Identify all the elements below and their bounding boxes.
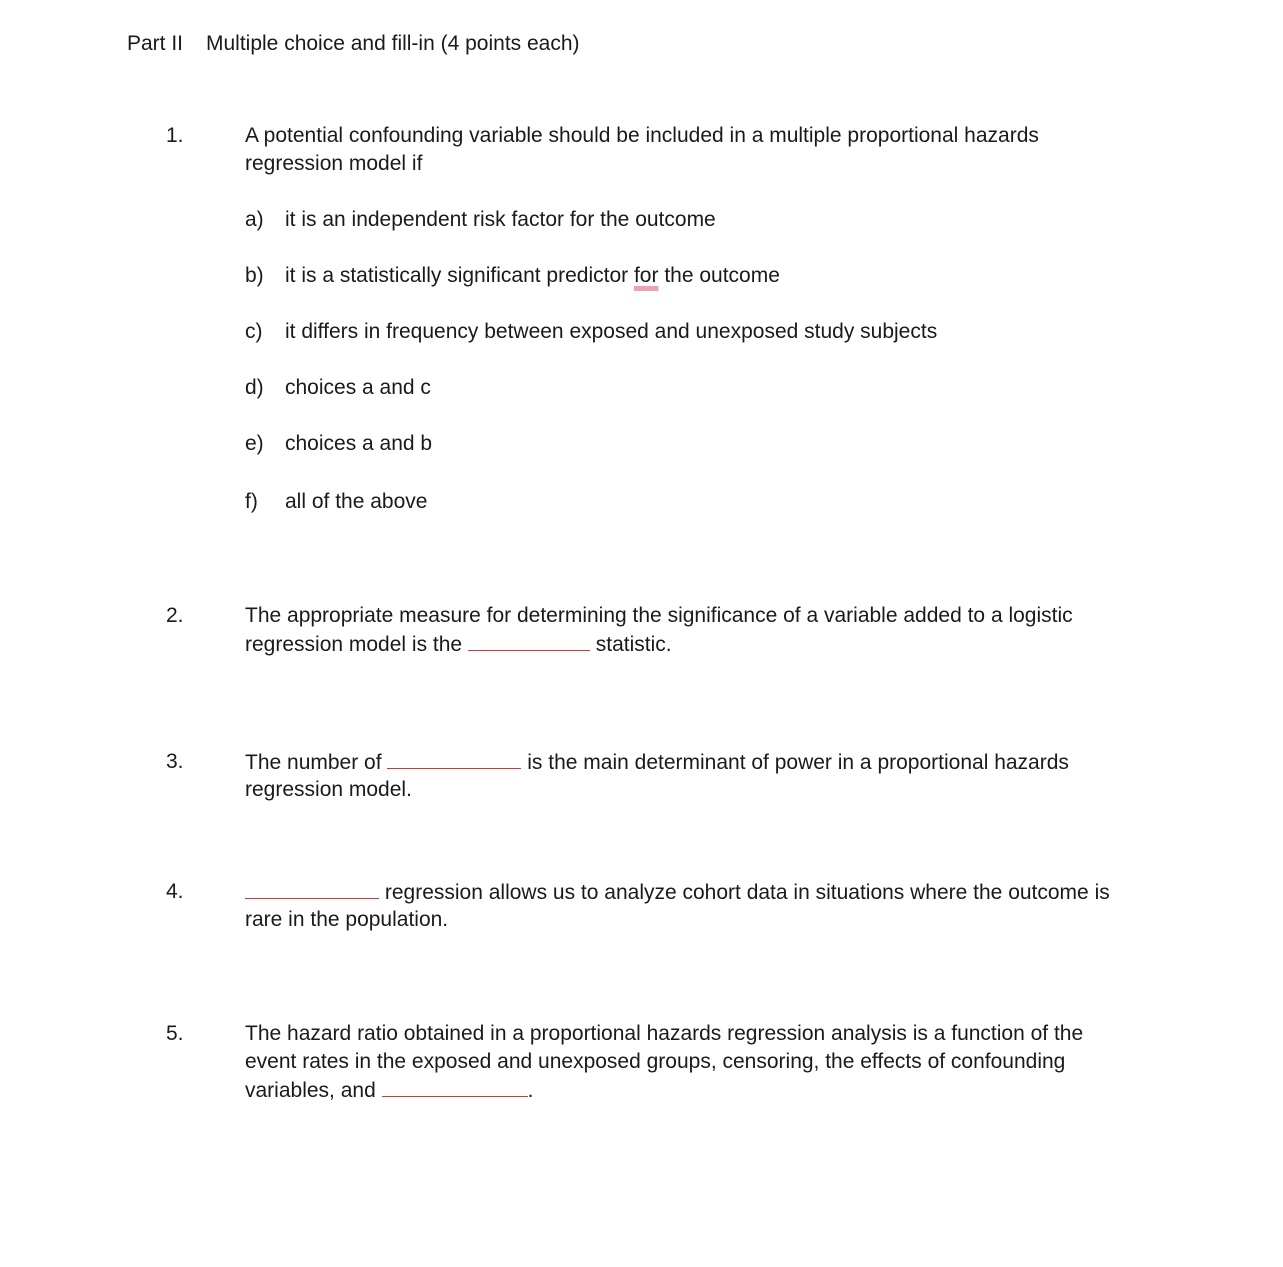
spelling-flag: for	[633, 264, 659, 287]
choice-letter-d: d)	[245, 376, 264, 399]
question-text-line: The hazard ratio obtained in a proportional hazards regression analysis is a function of the	[245, 1022, 1084, 1045]
choice-letter-e: e)	[245, 432, 264, 455]
choice-text-f: all of the above	[285, 490, 428, 513]
part-title: Multiple choice and fill-in (4 points each)	[206, 32, 580, 55]
choice-letter-f: f)	[245, 490, 258, 513]
answer-blank[interactable]	[382, 1076, 528, 1097]
question-number: 1.	[166, 124, 184, 147]
choice-text-a: it is an independent risk factor for the outcome	[285, 208, 716, 231]
question-text-line	[245, 748, 1069, 777]
question-text-line: A potential confounding variable should be included in a multiple proportional hazards	[245, 124, 1039, 147]
answer-blank[interactable]	[387, 748, 521, 769]
choice-letter-a: a)	[245, 208, 264, 231]
choice-letter-b: b)	[245, 264, 264, 287]
question-number: 2.	[166, 604, 184, 627]
question-number: 3.	[166, 750, 184, 773]
choice-text-e: choices a and b	[285, 432, 433, 455]
part-label: Part II	[127, 32, 184, 55]
choice-text-d: choices a and c	[285, 376, 431, 399]
question-text-line	[245, 878, 1110, 907]
question-number: 4.	[166, 880, 184, 903]
answer-blank[interactable]	[245, 878, 379, 899]
question-text-post: .	[527, 1079, 534, 1102]
question-text-line: event rates in the exposed and unexposed groups, censoring, the effects of confounding	[245, 1050, 1066, 1073]
question-text-pre: The number of	[245, 751, 382, 774]
choice-text-b	[285, 262, 780, 290]
choice-text-c: it differs in frequency between exposed and unexposed study subjects	[285, 320, 938, 343]
choice-letter-c: c)	[245, 320, 263, 343]
question-text-line	[245, 1076, 533, 1105]
question-text-line: The appropriate measure for determining the significance of a variable added to a logistic	[245, 604, 1073, 627]
question-text-pre: variables, and	[245, 1079, 376, 1102]
question-text-pre: regression model is the	[245, 633, 463, 656]
question-text-post: is the main determinant of power in a proportional hazards	[527, 751, 1069, 774]
choice-text-b-pre: it is a statistically significant predictor	[285, 264, 634, 287]
question-text-line: regression model.	[245, 778, 412, 801]
question-text-post: statistic.	[595, 633, 672, 656]
question-text-line: rare in the population.	[245, 908, 449, 931]
question-text-line	[245, 630, 672, 659]
answer-blank[interactable]	[468, 630, 590, 651]
question-text-line: regression model if	[245, 152, 423, 175]
question-text-post: regression allows us to analyze cohort data in situations where the outcome is	[384, 881, 1110, 904]
choice-text-b-post: the outcome	[658, 264, 780, 287]
question-number: 5.	[166, 1022, 184, 1045]
